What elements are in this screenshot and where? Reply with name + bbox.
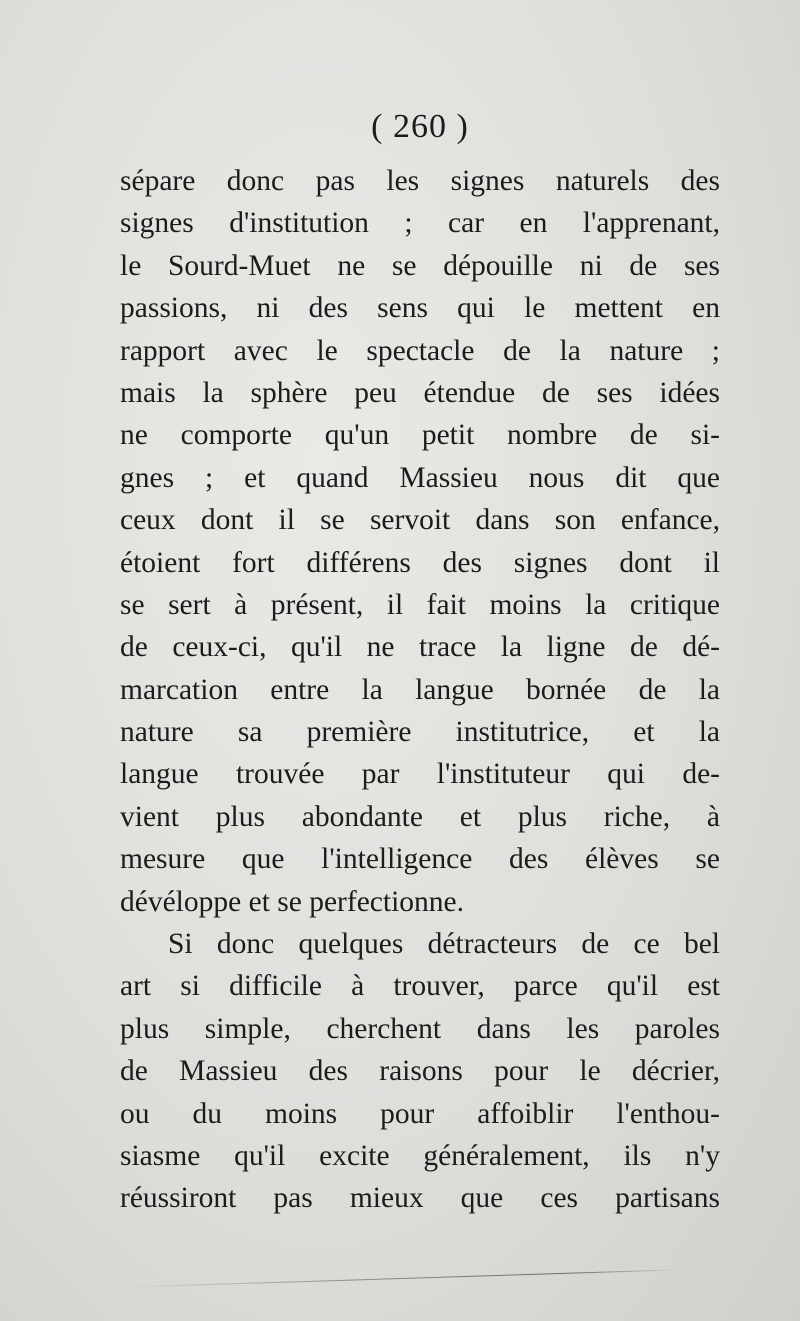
text-line: langue trouvée par l'instituteur qui de- <box>120 758 720 791</box>
body-text <box>120 160 720 1220</box>
text-line: art si difficile à trouver, parce qu'il est <box>120 970 720 1003</box>
text-line: sépare donc pas les signes naturels des <box>120 165 720 197</box>
text-line: marcation entre la langue bornée de la <box>120 673 720 706</box>
text-line: étoient fort différens des signes dont il <box>120 546 720 579</box>
text-line: réussiront pas mieux que ces partisans <box>120 1182 720 1215</box>
text-line: de ceux-ci, qu'il ne trace la ligne de dé- <box>120 631 720 664</box>
text-line: passions, ni des sens qui le mettent en <box>120 292 720 325</box>
text-line: ne comporte qu'un petit nombre de si- <box>120 419 720 452</box>
paragraph-1 <box>120 160 720 923</box>
text-line: siasme qu'il excite généralement, ils n'y <box>120 1139 720 1172</box>
text-line: nature sa première institutrice, et la <box>120 716 720 749</box>
text-line: signes d'institution ; car en l'apprenant, <box>120 207 720 240</box>
text-line: de Massieu des raisons pour le décrier, <box>120 1055 720 1088</box>
text-line: Si donc quelques détracteurs de ce bel <box>168 928 720 961</box>
text-line: dévéloppe et se perfectionne. <box>120 885 465 918</box>
text-line: ceux dont il se servoit dans son enfance, <box>120 504 720 537</box>
text-line: se sert à présent, il fait moins la critique <box>120 588 720 621</box>
text-line: mais la sphère peu étendue de ses idées <box>120 376 720 409</box>
text-line: mesure que l'intelligence des élèves se <box>120 843 720 876</box>
text-line: rapport avec le spectacle de la nature ; <box>120 334 720 367</box>
text-line: plus simple, cherchent dans les paroles <box>120 1012 720 1045</box>
text-line: le Sourd-Muet ne se dépouille ni de ses <box>120 249 720 282</box>
paper-fold-line <box>120 1269 680 1288</box>
text-line: ou du moins pour affoiblir l'enthou- <box>120 1097 720 1130</box>
text-line: vient plus abondante et plus riche, à <box>120 800 720 833</box>
paragraph-2 <box>120 923 720 1220</box>
text-line: gnes ; et quand Massieu nous dit que <box>120 461 720 494</box>
page-number: ( 260 ) <box>371 108 469 145</box>
